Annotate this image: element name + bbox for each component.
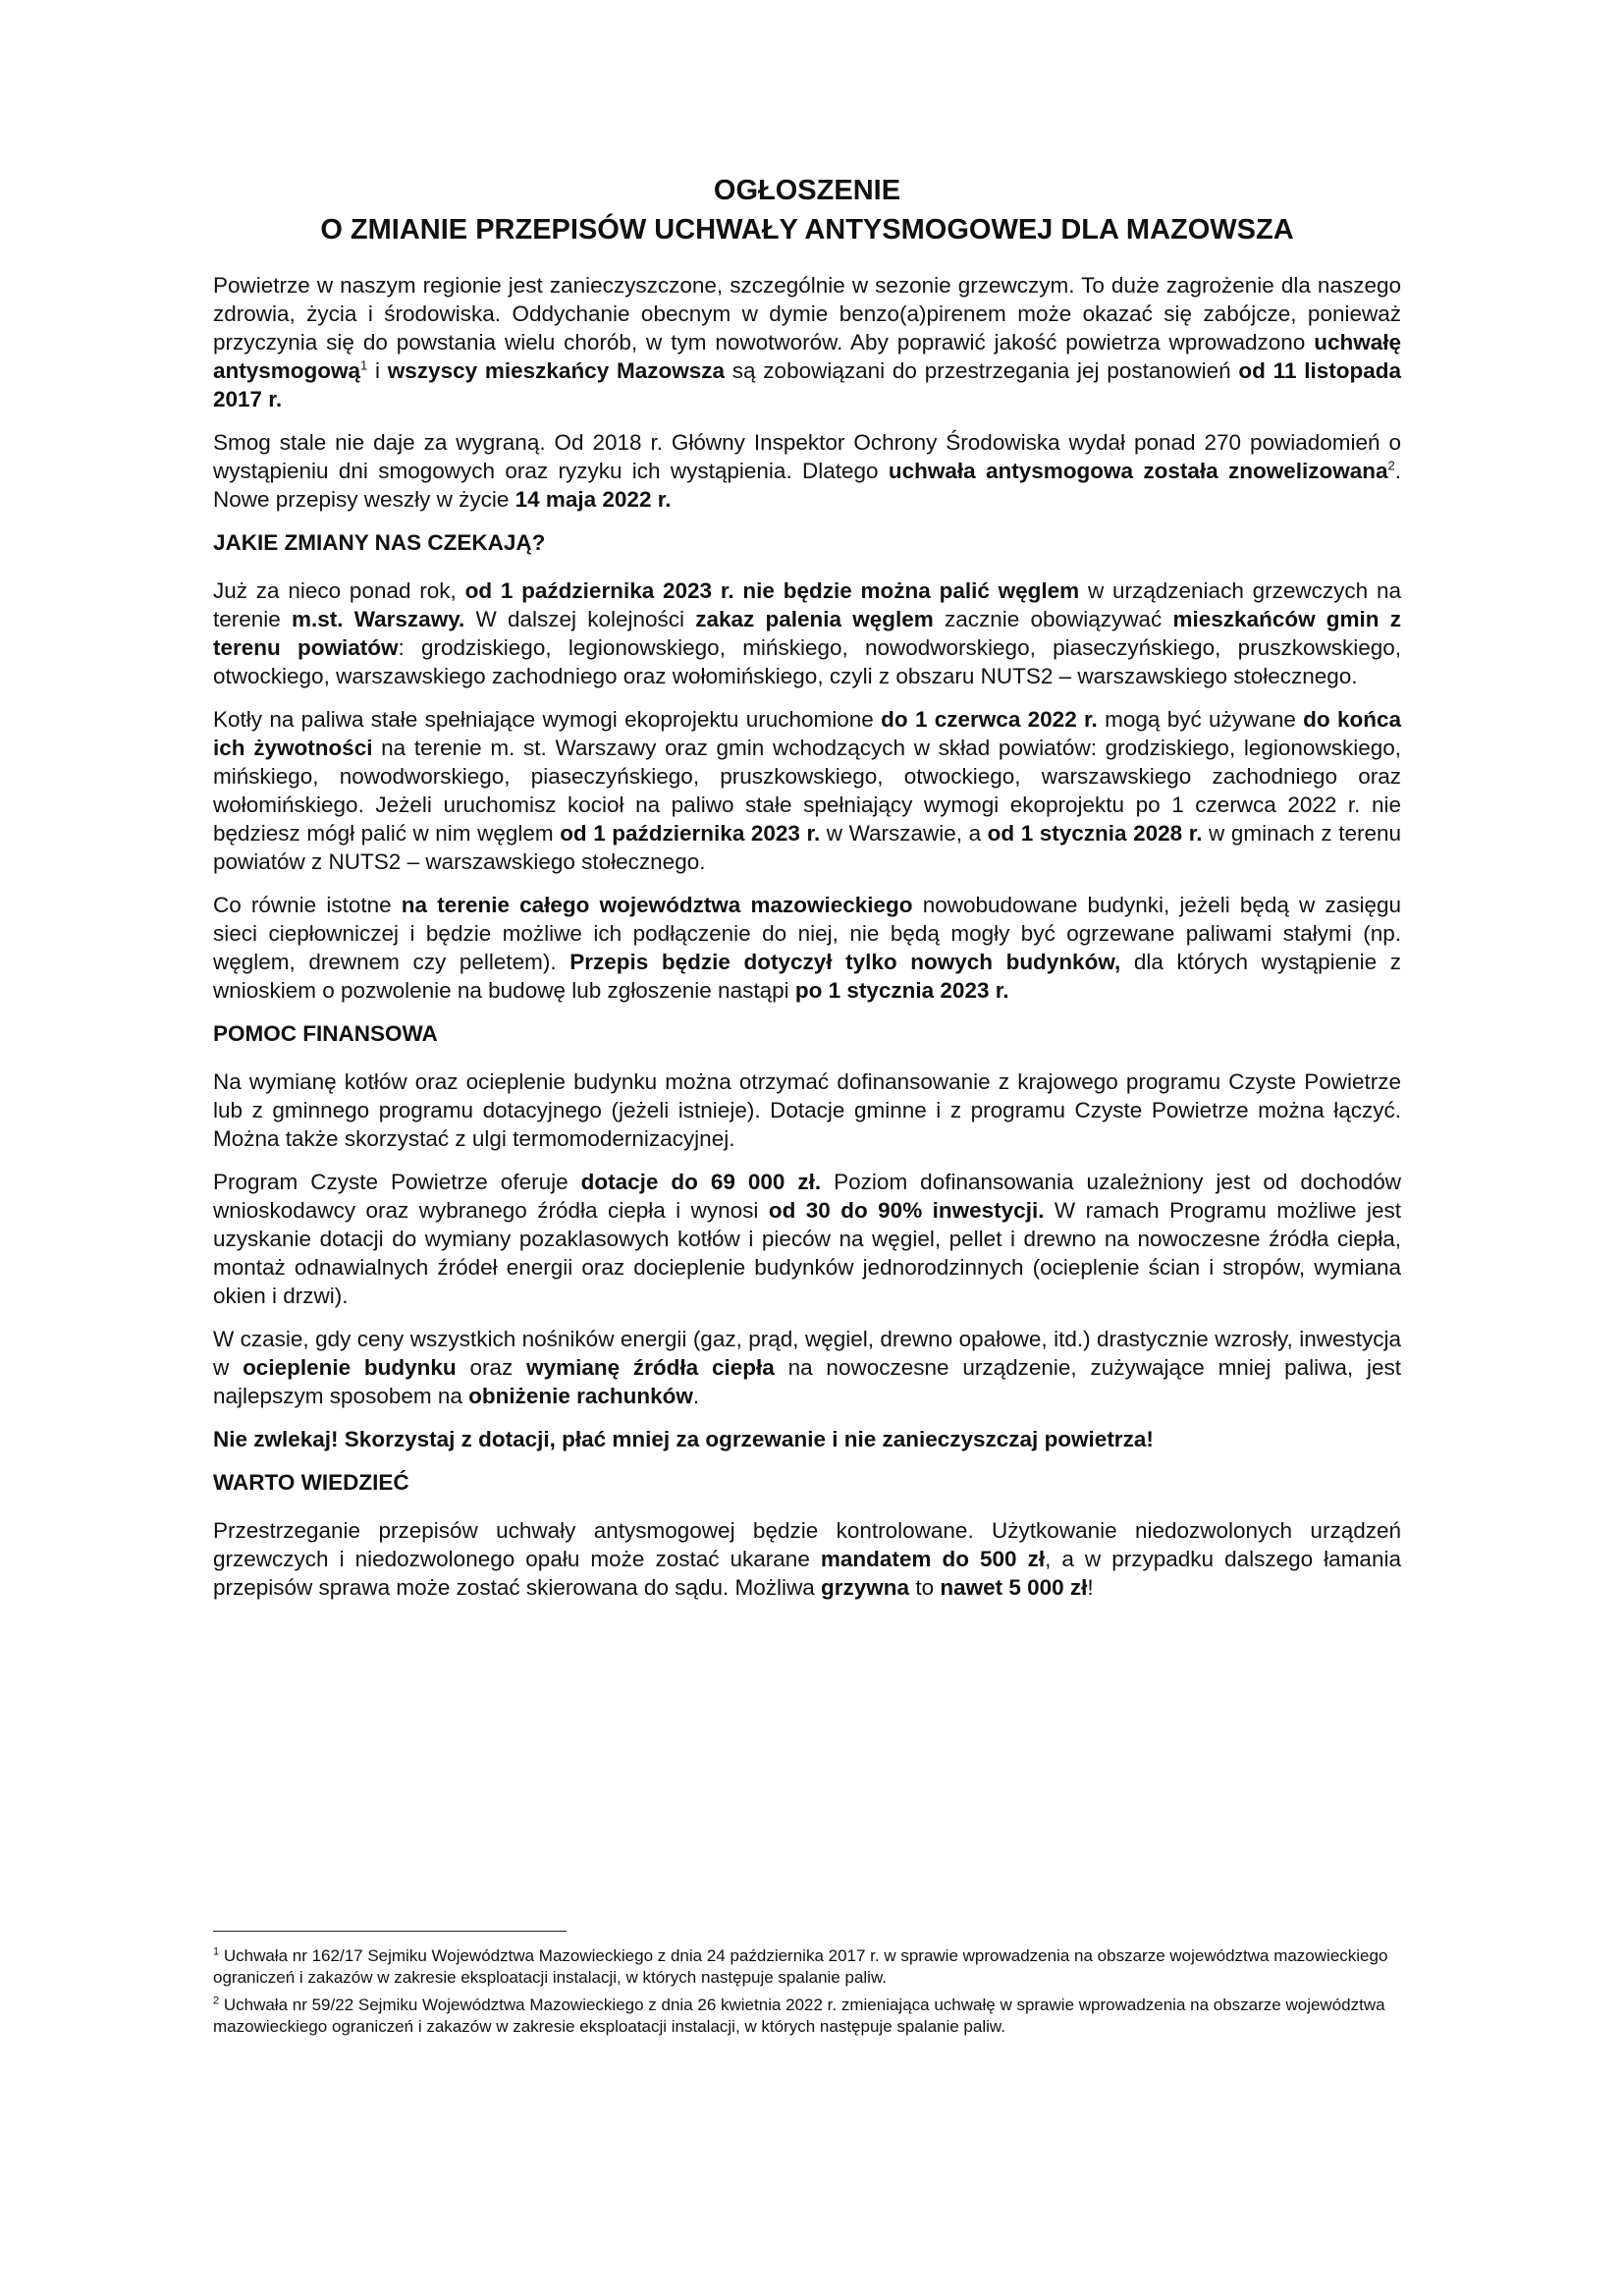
document-subtitle: O ZMIANIE PRZEPISÓW UCHWAŁY ANTYSMOGOWEJ DLA MAZOWSZA xyxy=(320,214,1294,246)
funding-paragraph-1: Na wymianę kotłów oraz ocieplenie budynku można otrzymać dofinansowanie z krajowego programu Czyste Powietrze lub z gminnego programu dotacyjnego (jeżeli istnieje). Dotacje gminne i z programu Czyste Powietrze można łączyć. Można także skorzystać z ulgi termomodernizacyjnej. xyxy=(213,1069,1401,1151)
footnote-1: $^1$ Uchwała nr 162/17 Sejmiku Województwa Mazowieckiego z dnia 24 października 2017 r. w sprawie wprowadzenia na obszarze województwa mazowieckiego ograniczeń i zakazów w zakresie eksploatacji instalacji, w których następuje spalanie paliw. xyxy=(213,1945,1388,1987)
document-title: OGŁOSZENIE xyxy=(713,175,901,206)
funding-callout: Nie zwlekaj! Skorzystaj z dotacji, płać mniej za ogrzewanie i nie zanieczyszczaj powietrza! xyxy=(213,1427,1154,1451)
footnote-ref-1[interactable]: 1 xyxy=(360,357,368,373)
footnote-2: $^2$ Uchwała nr 59/22 Sejmiku Województwa Mazowieckiego z dnia 26 kwietnia 2022 r. zmieniająca uchwałę w sprawie wprowadzenia na obszarze województwa mazowieckiego ograniczeń i zakazów w zakresie eksploatacji instalacji, w których następuje spalanie paliw. xyxy=(213,1995,1385,2036)
changes-paragraph-2: Kotły na paliwa stałe spełniające wymogi ekoprojektu uruchomione do 1 czerwca 2022 r. mogą być używane do końca ich żywotności na terenie m. st. Warszawy oraz gmin wchodzących w skład powiatów: grodziskiego, legionowskiego, mińskiego, nowodworskiego, piaseczyńskiego, pruszkowskiego, otwockiego, warszawskiego zachodniego oraz wołomińskiego. Jeżeli uruchomisz kocioł na paliwo stałe spełniający wymogi ekoprojektu po 1 czerwca 2022 r. nie będziesz mógł palić w nim węglem od 1 października 2023 r. w Warszawie, a od 1 stycznia 2028 r. w gminach z terenu powiatów z NUTS2 – warszawskiego stołecznego. xyxy=(213,707,1402,874)
section-heading-changes: JAKIE ZMIANY NAS CZEKAJĄ? xyxy=(213,530,546,555)
footnote-ref-2[interactable]: 2 xyxy=(1387,458,1395,473)
intro-paragraph-2: Smog stale nie daje za wygraną. Od 2018 r. Główny Inspektor Ochrony Środowiska wydał ponad 270 powiadomień o wystąpieniu dni smogowych oraz ryzyku ich wystąpienia. Dlatego uchwała antysmogowa została znowelizowana$^2$. Nowe przepisy weszły w życie 14 maja 2022 r. xyxy=(213,430,1401,512)
changes-paragraph-3: Co równie istotne na terenie całego województwa mazowieckiego nowobudowane budynki, jeżeli będą w zasięgu sieci ciepłowniczej i będzie możliwe ich podłączenie do niej, nie będą mogły być ogrzewane paliwami stałymi (np. węglem, drewnem czy pelletem). Przepis będzie dotyczył tylko nowych budynków, dla których wystąpienie z wnioskiem o pozwolenie na budowę lub zgłoszenie nastąpi po 1 stycznia 2023 r. xyxy=(213,893,1402,1003)
intro-paragraph-1: Powietrze w naszym regionie jest zanieczyszczone, szczególnie w sezonie grzewczym. To duże zagrożenie dla naszego zdrowia, życia i środowiska. Oddychanie obecnym w dymie benzo(a)pirenem może okazać się zabójcze, ponieważ przyczynia się do powstania wielu chorób, w tym nowotworów. Aby poprawić jakość powietrza wprowadzono uchwałę antysmogową$^1$ i wszyscy mieszkańcy Mazowsza są zobowiązani do przestrzegania jej postanowień od 11 listopada 2017 r. xyxy=(213,273,1401,411)
changes-paragraph-1: Już za nieco ponad rok, od 1 października 2023 r. nie będzie można palić węglem w urządzeniach grzewczych na terenie m.st. Warszawy. W dalszej kolejności zakaz palenia węglem zacznie obowiązywać mieszkańców gmin z terenu powiatów: grodziskiego, legionowskiego, mińskiego, nowodworskiego, piaseczyńskiego, pruszkowskiego, otwockiego, warszawskiego zachodniego oraz wołomińskiego, czyli z obszaru NUTS2 – warszawskiego stołecznego. xyxy=(213,578,1401,688)
document-body xyxy=(213,171,1401,1616)
funding-paragraph-3: W czasie, gdy ceny wszystkich nośników energii (gaz, prąd, węgiel, drewno opałowe, itd.) drastycznie wzrosły, inwestycja w ocieplenie budynku oraz wymianę źródła ciepła na nowoczesne urządzenie, zużywające mniej paliwa, jest najlepszym sposobem na obniżenie rachunków. xyxy=(213,1327,1402,1408)
footnote-separator xyxy=(213,1931,567,1932)
section-heading-worth-knowing: WARTO WIEDZIEĆ xyxy=(213,1470,409,1495)
funding-paragraph-2: Program Czyste Powietrze oferuje dotacje do 69 000 zł. Poziom dofinansowania uzależniony jest od dochodów wnioskodawcy oraz wybranego źródła ciepła i wynosi od 30 do 90% inwestycji. W ramach Programu możliwe jest uzyskanie dotacji do wymiany pozaklasowych kotłów i pieców na węgiel, pellet i drewno na nowoczesne źródła ciepła, montaż odnawialnych źródeł energii oraz docieplenie budynków jednorodzinnych (ocieplenie ścian i stropów, wymiana okien i drzwi). xyxy=(213,1170,1401,1308)
section-heading-funding: POMOC FINANSOWA xyxy=(213,1021,438,1046)
footnotes xyxy=(213,1931,1391,2044)
worth-knowing-paragraph: Przestrzeganie przepisów uchwały antysmogowej będzie kontrolowane. Użytkowanie niedozwolonych urządzeń grzewczych i niedozwolonego opału może zostać ukarane mandatem do 500 zł, a w przypadku dalszego łamania przepisów sprawa może zostać skierowana do sądu. Możliwa grzywna to nawet 5 000 zł! xyxy=(213,1518,1401,1600)
